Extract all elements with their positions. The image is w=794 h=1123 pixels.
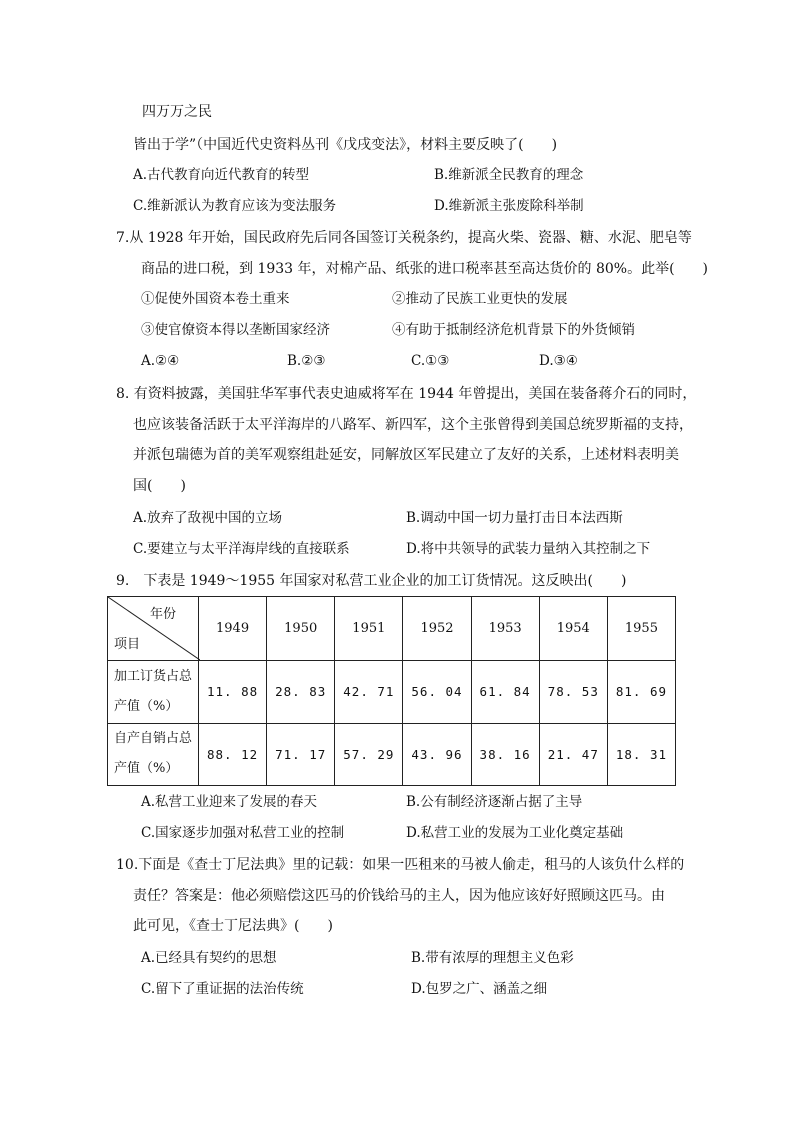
q10-option-d: D.包罗之广、涵盖之细	[411, 981, 548, 997]
table-row	[108, 723, 676, 786]
corner-label-year: 年份	[149, 607, 176, 622]
q9-data-table	[107, 596, 676, 786]
value-cell: 61. 84	[471, 661, 539, 724]
q8-option-a: A.放弃了敌视中国的立场	[133, 510, 283, 526]
q6-stem: 皆出于学”（中国近代史资料丛刊《戊戌变法》，材料主要反映了( )	[133, 137, 558, 153]
q7-option-b: B.②③	[287, 353, 326, 369]
table-corner-cell	[108, 597, 199, 661]
value-cell: 43. 96	[403, 723, 471, 786]
q7-option-d: D.③④	[539, 353, 578, 369]
q8-option-c: C.要建立与太平洋海岸线的直接联系	[133, 541, 350, 557]
year-header-cell: 1952	[403, 597, 471, 661]
q6-fragment-1: 四万万之民	[142, 104, 212, 120]
q6-option-d: D.维新派主张废除科举制	[434, 198, 584, 214]
q9-option-d: D.私营工业的发展为工业化奠定基础	[406, 825, 624, 841]
year-header-cell: 1951	[335, 597, 403, 661]
row-label-line-1: 加工订货占总	[114, 668, 193, 684]
row-label-cell	[108, 723, 199, 786]
table-row	[108, 661, 676, 724]
q7-statement-1: ①促使外国资本卷土重来	[141, 291, 290, 307]
value-cell: 38. 16	[471, 723, 539, 786]
q7-stem-line-2: 商品的进口税，到 1933 年，对棉产品、纸张的进口税率甚至高达货价的 80%。此举( )	[141, 261, 709, 277]
q7-statement-2: ②推动了民族工业更快的发展	[392, 291, 568, 307]
q8-stem-line-4: 国( )	[133, 478, 186, 494]
value-cell: 11. 88	[199, 661, 267, 724]
year-header-cell: 1949	[199, 597, 267, 661]
q10-stem-line-1: 10.下面是《查士丁尼法典》里的记载：如果一匹租来的马被人偷走，租马的人该负什么样的	[116, 857, 685, 873]
value-cell: 21. 47	[539, 723, 607, 786]
q7-option-c: C.①③	[411, 353, 450, 369]
q7-statement-3: ③使官僚资本得以垄断国家经济	[141, 322, 330, 338]
value-cell: 42. 71	[335, 661, 403, 724]
value-cell: 57. 29	[335, 723, 403, 786]
q7-stem-line-1: 7.从 1928 年开始，国民政府先后同各国签订关税条约，提高火柴、瓷器、糖、水泥、肥皂等	[116, 230, 692, 246]
q8-stem-line-1: 8. 有资料披露，美国驻华军事代表史迪威将军在 1944 年曾提出，美国在装备蒋介石的同时，	[116, 386, 697, 402]
q7-option-a: A.②④	[141, 353, 180, 369]
year-header-cell: 1950	[267, 597, 335, 661]
q9-option-b: B.公有制经济逐渐占据了主导	[406, 794, 583, 810]
q6-option-b: B.维新派全民教育的理念	[434, 167, 584, 183]
q8-option-d: D.将中共领导的武装力量纳入其控制之下	[406, 541, 651, 557]
q8-stem-line-2: 也应该装备活跃于太平洋海岸的八路军、新四军，这个主张曾得到美国总统罗斯福的支持，	[133, 417, 693, 433]
value-cell: 56. 04	[403, 661, 471, 724]
q7-statement-4: ④有助于抵制经济危机背景下的外货倾销	[392, 322, 635, 338]
value-cell: 18. 31	[607, 723, 675, 786]
q10-option-c: C.留下了重证据的法治传统	[141, 981, 304, 997]
value-cell: 71. 17	[267, 723, 335, 786]
q8-option-b: B.调动中国一切力量打击日本法西斯	[406, 510, 623, 526]
q6-option-a: A.古代教育向近代教育的转型	[133, 167, 310, 183]
value-cell: 28. 83	[267, 661, 335, 724]
q10-stem-line-2: 责任？答案是：他必须赔偿这匹马的价钱给马的主人，因为他应该好好照顾这匹马。由	[133, 888, 665, 904]
q6-option-c: C.维新派认为教育应该为变法服务	[133, 198, 337, 214]
row-label-line-1: 自产自销占总	[114, 731, 193, 747]
year-header-cell: 1953	[471, 597, 539, 661]
value-cell: 88. 12	[199, 723, 267, 786]
q10-option-a: A.已经具有契约的思想	[141, 950, 277, 966]
row-label-line-2: 产值（%）	[114, 698, 179, 714]
q9-option-c: C.国家逐步加强对私营工业的控制	[141, 825, 345, 841]
corner-label-item: 项目	[114, 637, 141, 652]
year-header-cell: 1955	[607, 597, 675, 661]
q9-stem: 9. 下表是 1949～1955 年国家对私营工业企业的加工订货情况。这反映出( )	[116, 573, 627, 589]
q10-stem-line-3: 此可见，《查士丁尼法典》( )	[133, 918, 333, 934]
row-label-cell	[108, 661, 199, 724]
year-header-cell: 1954	[539, 597, 607, 661]
value-cell: 78. 53	[539, 661, 607, 724]
table-header-row	[108, 597, 676, 661]
value-cell: 81. 69	[607, 661, 675, 724]
q9-option-a: A.私营工业迎来了发展的春天	[141, 794, 318, 810]
q8-stem-line-3: 并派包瑞德为首的美军观察组赴延安，同解放区军民建立了友好的关系，上述材料表明美	[133, 447, 679, 463]
row-label-line-2: 产值（%）	[114, 761, 179, 777]
q10-option-b: B.带有浓厚的理想主义色彩	[411, 950, 574, 966]
